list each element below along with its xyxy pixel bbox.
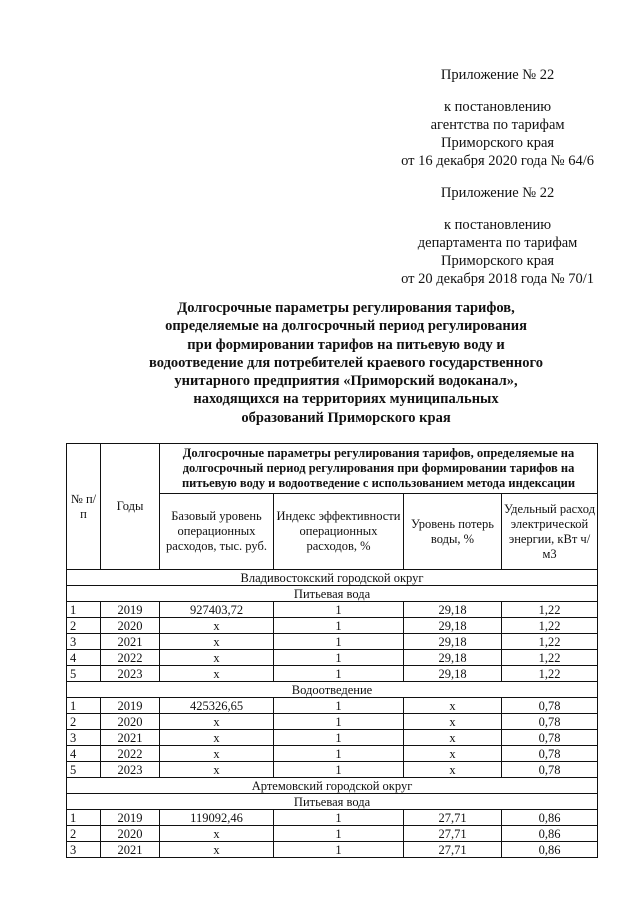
year-cell: 2019 bbox=[101, 698, 160, 714]
water-loss-cell: 27,71 bbox=[404, 810, 502, 826]
energy-cell: 0,86 bbox=[502, 842, 598, 858]
appendix-line: департамента по тарифам bbox=[417, 235, 578, 251]
water-loss-cell: 29,18 bbox=[404, 602, 502, 618]
row-number-cell: 1 bbox=[67, 698, 101, 714]
water-loss-cell: 27,71 bbox=[404, 842, 502, 858]
water-loss-cell: 29,18 bbox=[404, 650, 502, 666]
efficiency-index-cell: 1 bbox=[274, 618, 404, 634]
row-number-cell: 5 bbox=[67, 666, 101, 682]
year-cell: 2020 bbox=[101, 826, 160, 842]
table-row bbox=[67, 618, 598, 634]
table-row bbox=[67, 746, 598, 762]
service-group-name: Водоотведение bbox=[67, 682, 598, 698]
efficiency-index-cell: 1 bbox=[274, 810, 404, 826]
title-line: находящихся на территориях муниципальных bbox=[193, 391, 499, 408]
year-cell: 2020 bbox=[101, 714, 160, 730]
table-row bbox=[67, 602, 598, 618]
base-level-cell: х bbox=[160, 762, 274, 778]
base-level-cell: х bbox=[160, 666, 274, 682]
water-loss-cell: х bbox=[404, 698, 502, 714]
service-group-name: Питьевая вода bbox=[67, 586, 598, 602]
base-level-cell: 927403,72 bbox=[160, 602, 274, 618]
appendix-line: к постановлению bbox=[444, 99, 552, 115]
efficiency-index-cell: 1 bbox=[274, 602, 404, 618]
table-row bbox=[67, 698, 598, 714]
row-number-cell: 2 bbox=[67, 618, 101, 634]
energy-cell: 0,78 bbox=[502, 698, 598, 714]
table-row bbox=[67, 730, 598, 746]
year-cell: 2021 bbox=[101, 842, 160, 858]
efficiency-index-cell: 1 bbox=[274, 826, 404, 842]
title-line: водоотведение для потребителей краевого государственного bbox=[149, 354, 543, 371]
energy-cell: 1,22 bbox=[502, 618, 598, 634]
title-line: Долгосрочные параметры регулирования тарифов, bbox=[177, 300, 515, 316]
service-group-name: Питьевая вода bbox=[67, 794, 598, 810]
header-years: Годы bbox=[101, 444, 160, 570]
table-row bbox=[67, 826, 598, 842]
year-cell: 2023 bbox=[101, 762, 160, 778]
appendix-title: Приложение № 22 bbox=[440, 67, 555, 83]
year-cell: 2023 bbox=[101, 666, 160, 682]
document-title bbox=[96, 299, 596, 427]
energy-cell: 1,22 bbox=[502, 650, 598, 666]
efficiency-index-cell: 1 bbox=[274, 666, 404, 682]
header-number: № п/п bbox=[67, 444, 101, 570]
efficiency-index-cell: 1 bbox=[274, 842, 404, 858]
year-cell: 2020 bbox=[101, 618, 160, 634]
base-level-cell: 119092,46 bbox=[160, 810, 274, 826]
header-water-loss: Уровень потерь воды, % bbox=[404, 494, 502, 570]
appendix-block-2018 bbox=[401, 184, 594, 288]
energy-cell: 0,78 bbox=[502, 746, 598, 762]
water-loss-cell: 29,18 bbox=[404, 618, 502, 634]
energy-cell: 0,78 bbox=[502, 730, 598, 746]
year-cell: 2019 bbox=[101, 810, 160, 826]
base-level-cell: х bbox=[160, 842, 274, 858]
title-line: определяемые на долгосрочный период регулирования bbox=[165, 318, 527, 335]
service-group-row bbox=[67, 586, 598, 602]
header-efficiency-index: Индекс эффективности операционных расходов, % bbox=[274, 494, 404, 570]
table-row bbox=[67, 666, 598, 682]
appendix-block-2020 bbox=[401, 66, 594, 170]
row-number-cell: 3 bbox=[67, 842, 101, 858]
year-cell: 2022 bbox=[101, 650, 160, 666]
appendix-line: к постановлению bbox=[444, 217, 552, 233]
table-row bbox=[67, 810, 598, 826]
appendix-line: Приморского края bbox=[441, 253, 555, 269]
energy-cell: 1,22 bbox=[502, 602, 598, 618]
district-name: Владивостокский городской округ bbox=[67, 570, 598, 586]
year-cell: 2021 bbox=[101, 730, 160, 746]
efficiency-index-cell: 1 bbox=[274, 746, 404, 762]
row-number-cell: 4 bbox=[67, 650, 101, 666]
year-cell: 2021 bbox=[101, 634, 160, 650]
energy-cell: 1,22 bbox=[502, 634, 598, 650]
water-loss-cell: 29,18 bbox=[404, 634, 502, 650]
base-level-cell: х bbox=[160, 714, 274, 730]
base-level-cell: х bbox=[160, 650, 274, 666]
district-row bbox=[67, 570, 598, 586]
appendix-title: Приложение № 22 bbox=[440, 185, 555, 201]
title-line: унитарного предприятия «Приморский водоканал», bbox=[174, 373, 518, 390]
district-row bbox=[67, 778, 598, 794]
service-group-row bbox=[67, 794, 598, 810]
row-number-cell: 4 bbox=[67, 746, 101, 762]
table-row bbox=[67, 650, 598, 666]
header-base-level: Базовый уровень операционных расходов, тыс. руб. bbox=[160, 494, 274, 570]
water-loss-cell: 27,71 bbox=[404, 826, 502, 842]
table-body bbox=[67, 570, 598, 858]
energy-cell: 1,22 bbox=[502, 666, 598, 682]
base-level-cell: х bbox=[160, 746, 274, 762]
table-row bbox=[67, 634, 598, 650]
table-row bbox=[67, 762, 598, 778]
efficiency-index-cell: 1 bbox=[274, 698, 404, 714]
energy-cell: 0,86 bbox=[502, 826, 598, 842]
water-loss-cell: х bbox=[404, 746, 502, 762]
base-level-cell: х bbox=[160, 634, 274, 650]
header-long-term-params: Долгосрочные параметры регулирования тарифов, определяемые на долгосрочный период регулирования при формировании тарифов на питьевую воду и водоотведение с использованием метода индексации bbox=[160, 444, 598, 494]
efficiency-index-cell: 1 bbox=[274, 762, 404, 778]
base-level-cell: х bbox=[160, 826, 274, 842]
header-energy: Удельный расход электрической энергии, кВт ч/м3 bbox=[502, 494, 598, 570]
parameters-table bbox=[66, 443, 598, 858]
energy-cell: 0,86 bbox=[502, 810, 598, 826]
water-loss-cell: 29,18 bbox=[404, 666, 502, 682]
appendix-line: от 20 декабря 2018 года № 70/1 bbox=[401, 271, 594, 287]
title-line: при формировании тарифов на питьевую воду и bbox=[187, 336, 505, 353]
year-cell: 2019 bbox=[101, 602, 160, 618]
table-row bbox=[67, 842, 598, 858]
appendix-line: Приморского края bbox=[441, 135, 555, 151]
base-level-cell: х bbox=[160, 618, 274, 634]
appendix-line: агентства по тарифам bbox=[430, 117, 565, 133]
title-line: образований Приморского края bbox=[241, 409, 451, 426]
energy-cell: 0,78 bbox=[502, 762, 598, 778]
appendix-line: от 16 декабря 2020 года № 64/6 bbox=[401, 153, 594, 169]
row-number-cell: 3 bbox=[67, 730, 101, 746]
table-row bbox=[67, 714, 598, 730]
row-number-cell: 2 bbox=[67, 714, 101, 730]
row-number-cell: 1 bbox=[67, 810, 101, 826]
water-loss-cell: х bbox=[404, 762, 502, 778]
row-number-cell: 5 bbox=[67, 762, 101, 778]
efficiency-index-cell: 1 bbox=[274, 650, 404, 666]
base-level-cell: 425326,65 bbox=[160, 698, 274, 714]
year-cell: 2022 bbox=[101, 746, 160, 762]
district-name: Артемовский городской округ bbox=[67, 778, 598, 794]
energy-cell: 0,78 bbox=[502, 714, 598, 730]
water-loss-cell: х bbox=[404, 714, 502, 730]
row-number-cell: 3 bbox=[67, 634, 101, 650]
row-number-cell: 2 bbox=[67, 826, 101, 842]
service-group-row bbox=[67, 682, 598, 698]
efficiency-index-cell: 1 bbox=[274, 634, 404, 650]
water-loss-cell: х bbox=[404, 730, 502, 746]
base-level-cell: х bbox=[160, 730, 274, 746]
table-header bbox=[67, 444, 598, 570]
efficiency-index-cell: 1 bbox=[274, 730, 404, 746]
row-number-cell: 1 bbox=[67, 602, 101, 618]
efficiency-index-cell: 1 bbox=[274, 714, 404, 730]
